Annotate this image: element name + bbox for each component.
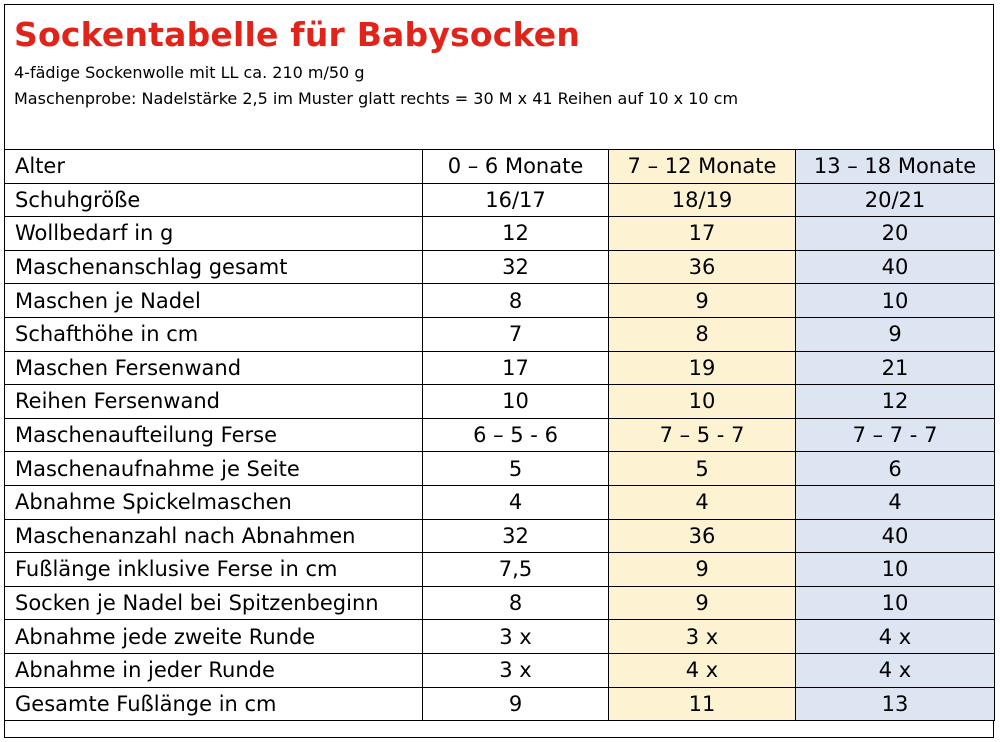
- row-label: Schuhgröße: [5, 183, 423, 217]
- row-label: Reihen Fersenwand: [5, 385, 423, 419]
- table-row: [5, 553, 995, 587]
- column-header-age: Alter: [5, 150, 423, 184]
- value-13-18: 12: [796, 385, 995, 419]
- table-row: [5, 452, 995, 486]
- value-7-12: 9: [609, 284, 796, 318]
- value-7-12: 36: [609, 250, 796, 284]
- value-13-18: 4 x: [796, 653, 995, 687]
- value-13-18: 10: [796, 586, 995, 620]
- value-7-12: 3 x: [609, 620, 796, 654]
- row-label: Maschenaufteilung Ferse: [5, 418, 423, 452]
- value-13-18: 7 – 7 - 7: [796, 418, 995, 452]
- value-7-12: 18/19: [609, 183, 796, 217]
- table-header-row: [5, 150, 995, 184]
- table-body: [5, 150, 995, 721]
- value-7-12: 7 – 5 - 7: [609, 418, 796, 452]
- row-label: Schafthöhe in cm: [5, 317, 423, 351]
- row-label: Fußlänge inklusive Ferse in cm: [5, 553, 423, 587]
- table-row: [5, 519, 995, 553]
- table-row: [5, 653, 995, 687]
- header: [14, 14, 984, 112]
- table-row: [5, 183, 995, 217]
- value-0-6: 7: [423, 317, 609, 351]
- value-0-6: 8: [423, 284, 609, 318]
- row-label: Gesamte Fußlänge in cm: [5, 687, 423, 721]
- table-row: [5, 217, 995, 251]
- value-0-6: 5: [423, 452, 609, 486]
- value-0-6: 4: [423, 485, 609, 519]
- table-row: [5, 620, 995, 654]
- table-row: [5, 284, 995, 318]
- table-row: [5, 586, 995, 620]
- value-13-18: 21: [796, 351, 995, 385]
- value-0-6: 10: [423, 385, 609, 419]
- value-0-6: 8: [423, 586, 609, 620]
- yarn-info: 4-fädige Sockenwolle mit LL ca. 210 m/50 g: [14, 63, 365, 82]
- row-label: Maschen je Nadel: [5, 284, 423, 318]
- value-0-6: 9: [423, 687, 609, 721]
- value-0-6: 6 – 5 - 6: [423, 418, 609, 452]
- table-row: [5, 351, 995, 385]
- value-0-6: 32: [423, 519, 609, 553]
- value-0-6: 7,5: [423, 553, 609, 587]
- value-7-12: 4 x: [609, 653, 796, 687]
- value-0-6: 17: [423, 351, 609, 385]
- value-7-12: 11: [609, 687, 796, 721]
- value-7-12: 9: [609, 586, 796, 620]
- value-7-12: 9: [609, 553, 796, 587]
- value-7-12: 19: [609, 351, 796, 385]
- value-7-12: 10: [609, 385, 796, 419]
- table-row: [5, 385, 995, 419]
- row-label: Maschenaufnahme je Seite: [5, 452, 423, 486]
- value-13-18: 40: [796, 519, 995, 553]
- page-title: Sockentabelle für Babysocken: [14, 15, 581, 54]
- sock-size-table: [4, 149, 995, 721]
- row-label: Abnahme Spickelmaschen: [5, 485, 423, 519]
- row-label: Abnahme jede zweite Runde: [5, 620, 423, 654]
- row-label: Maschenanzahl nach Abnahmen: [5, 519, 423, 553]
- table-row: [5, 250, 995, 284]
- value-13-18: 6: [796, 452, 995, 486]
- value-0-6: 3 x: [423, 653, 609, 687]
- table-row: [5, 317, 995, 351]
- row-label: Maschenanschlag gesamt: [5, 250, 423, 284]
- value-7-12: 8: [609, 317, 796, 351]
- table-row: [5, 485, 995, 519]
- value-13-18: 9: [796, 317, 995, 351]
- value-0-6: 32: [423, 250, 609, 284]
- value-13-18: 4 x: [796, 620, 995, 654]
- value-13-18: 20: [796, 217, 995, 251]
- row-label: Socken je Nadel bei Spitzenbeginn: [5, 586, 423, 620]
- value-13-18: 10: [796, 553, 995, 587]
- value-0-6: 16/17: [423, 183, 609, 217]
- value-13-18: 4: [796, 485, 995, 519]
- column-header-13-18: 13 – 18 Monate: [796, 150, 995, 184]
- value-7-12: 4: [609, 485, 796, 519]
- value-0-6: 3 x: [423, 620, 609, 654]
- table-row: [5, 418, 995, 452]
- column-header-0-6: 0 – 6 Monate: [423, 150, 609, 184]
- value-7-12: 36: [609, 519, 796, 553]
- table-row: [5, 687, 995, 721]
- gauge-info: Maschenprobe: Nadelstärke 2,5 im Muster glatt rechts = 30 M x 41 Reihen auf 10 x 10 cm: [14, 89, 739, 108]
- value-7-12: 17: [609, 217, 796, 251]
- value-13-18: 20/21: [796, 183, 995, 217]
- row-label: Maschen Fersenwand: [5, 351, 423, 385]
- column-header-7-12: 7 – 12 Monate: [609, 150, 796, 184]
- row-label: Abnahme in jeder Runde: [5, 653, 423, 687]
- value-0-6: 12: [423, 217, 609, 251]
- value-7-12: 5: [609, 452, 796, 486]
- value-13-18: 13: [796, 687, 995, 721]
- value-13-18: 40: [796, 250, 995, 284]
- row-label: Wollbedarf in g: [5, 217, 423, 251]
- value-13-18: 10: [796, 284, 995, 318]
